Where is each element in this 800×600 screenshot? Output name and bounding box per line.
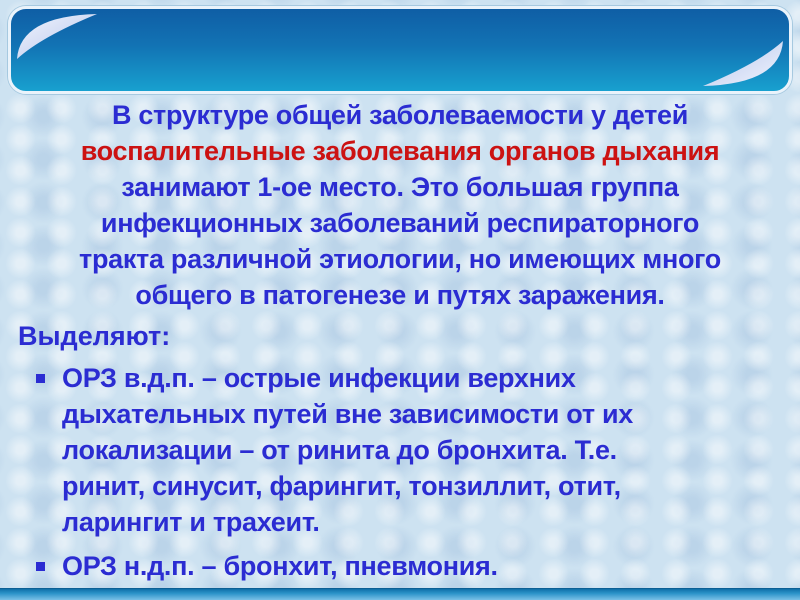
bullet-line: локализации – от ринита до бронхита. Т.е. — [62, 435, 617, 465]
bottom-bar — [0, 588, 800, 600]
bullet-list — [0, 360, 790, 584]
intro-line: тракта различной этиологии, но имеющих много — [79, 244, 721, 274]
corner-flourish-icon — [11, 9, 789, 91]
section-heading: Выделяют: — [18, 321, 171, 351]
bullet-line: ОРЗ в.д.п. – острые инфекции верхних — [62, 363, 576, 393]
list-item — [0, 548, 790, 584]
intro-line: общего в патогенезе и путях заражения. — [135, 280, 665, 310]
intro-line: занимают 1-ое место. Это большая группа — [121, 172, 679, 202]
intro-line: В структуре общей заболеваемости у детей — [111, 100, 689, 130]
top-left-flourish-icon — [17, 14, 97, 59]
bullet-line: дыхательных путей вне зависимости от их — [62, 399, 633, 429]
bullet-line: ОРЗ н.д.п. – бронхит, пневмония. — [62, 551, 498, 581]
intro-paragraph — [16, 97, 784, 313]
bullet-square-icon — [36, 374, 45, 383]
bottom-right-flourish-icon — [703, 41, 783, 86]
header-bar — [8, 6, 792, 94]
bullet-line: ларингит и трахеит. — [62, 507, 320, 537]
intro-line: инфекционных заболеваний респираторного — [100, 208, 700, 238]
bullet-line: ринит, синусит, фарингит, тонзиллит, отит, — [62, 471, 621, 501]
list-item — [0, 360, 790, 540]
intro-line: воспалительные заболевания органов дыхания — [80, 136, 720, 166]
bullet-square-icon — [36, 562, 45, 571]
